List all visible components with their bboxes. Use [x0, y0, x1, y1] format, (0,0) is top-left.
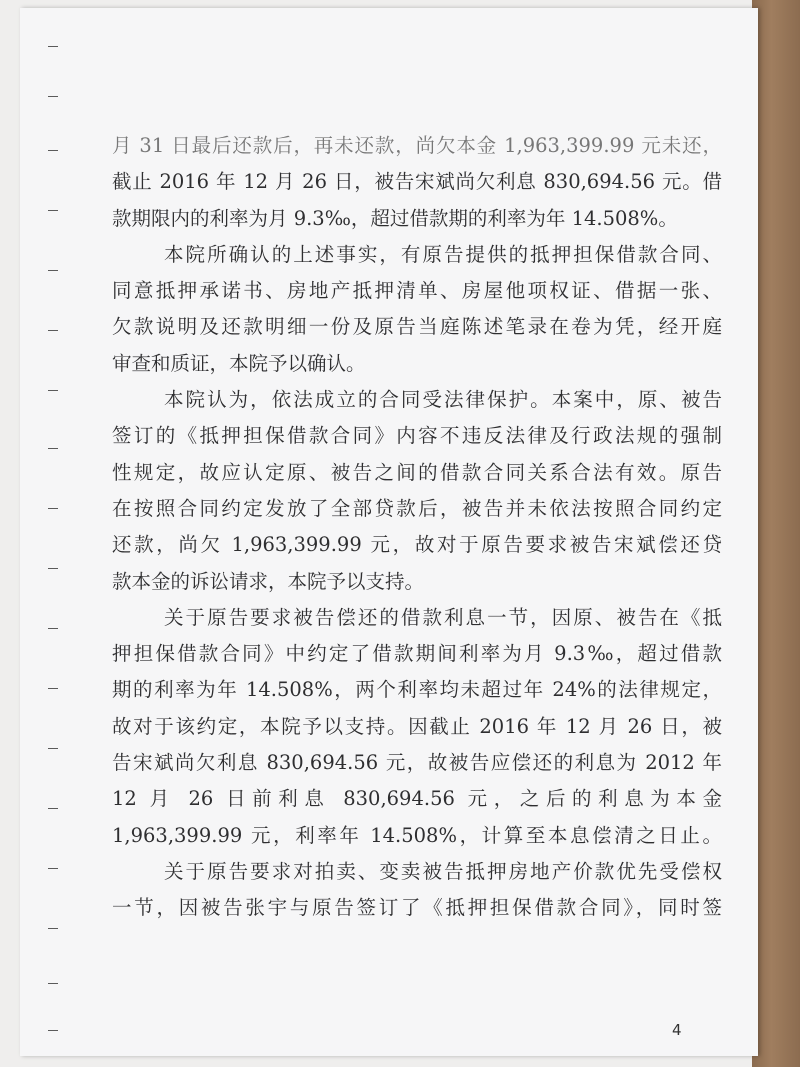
- text-line: 款本金的诉讼请求，本院予以支持。: [112, 569, 425, 593]
- text-line: 告宋斌尚欠利息 830,694.56 元，故被告应偿还的利息为 2012 年: [112, 751, 722, 775]
- text-line: 12 月 26 日前利息 830,694.56 元，之后的利息为本金: [112, 787, 722, 811]
- text-line: 故对于该约定，本院予以支持。因截止 2016 年 12 月 26 日，被: [112, 714, 722, 738]
- text-line: 月 31 日最后还款后，再未还款，尚欠本金 1,963,399.99 元未还，: [112, 134, 722, 157]
- margin-mark: [48, 928, 58, 929]
- text-line: 本院认为，依法成立的合同受法律保护。本案中，原、被告: [164, 388, 722, 412]
- text-line: 性规定，故应认定原、被告之间的借款合同关系合法有效。原告: [112, 460, 722, 484]
- page-number: 4: [672, 1021, 682, 1039]
- margin-mark: [48, 448, 58, 449]
- margin-mark: [48, 868, 58, 869]
- margin-mark: [48, 210, 58, 211]
- margin-mark: [48, 808, 58, 809]
- margin-mark: [48, 150, 58, 151]
- text-line: 欠款说明及还款明细一份及原告当庭陈述笔录在卷为凭，经开庭: [112, 315, 722, 339]
- text-line: 截止 2016 年 12 月 26 日，被告宋斌尚欠利息 830,694.56 元。借: [112, 170, 722, 194]
- margin-mark: [48, 46, 58, 47]
- text-line: 同意抵押承诺书、房地产抵押清单、房屋他项权证、借据一张、: [112, 279, 722, 303]
- document-body-text: [112, 128, 722, 927]
- desk-background: [752, 0, 800, 1067]
- text-line: 审查和质证，本院予以确认。: [112, 351, 366, 375]
- margin-mark: [48, 270, 58, 271]
- margin-mark: [48, 508, 58, 509]
- text-line: 本院所确认的上述事实，有原告提供的抵押担保借款合同、: [164, 242, 722, 266]
- text-line: 1,963,399.99 元，利率年 14.508%，计算至本息偿清之日止。: [112, 823, 722, 847]
- margin-mark: [48, 390, 58, 391]
- text-line: 期的利率为年 14.508%，两个利率均未超过年 24%的法律规定，: [112, 678, 722, 702]
- text-line: 款期限内的利率为月 9.3‰，超过借款期的利率为年 14.508%。: [112, 206, 678, 230]
- margin-mark: [48, 748, 58, 749]
- text-line: 关于原告要求对拍卖、变卖被告抵押房地产价款优先受偿权: [164, 859, 722, 883]
- margin-mark: [48, 568, 58, 569]
- margin-mark: [48, 1030, 58, 1031]
- text-line: 还款，尚欠 1,963,399.99 元，故对于原告要求被告宋斌偿还贷: [112, 533, 722, 557]
- margin-mark: [48, 330, 58, 331]
- text-line: 在按照合同约定发放了全部贷款后，被告并未依法按照合同约定: [112, 496, 722, 520]
- margin-mark: [48, 96, 58, 97]
- text-line: 关于原告要求被告偿还的借款利息一节，因原、被告在《抵: [164, 605, 722, 629]
- margin-mark: [48, 688, 58, 689]
- text-line: 一节，因被告张宇与原告签订了《抵押担保借款合同》，同时签: [112, 896, 722, 920]
- text-line: 签订的《抵押担保借款合同》内容不违反法律及行政法规的强制: [112, 424, 722, 448]
- margin-mark: [48, 628, 58, 629]
- margin-mark: [48, 983, 58, 984]
- text-line: 押担保借款合同》中约定了借款期间利率为月 9.3‰，超过借款: [112, 642, 722, 666]
